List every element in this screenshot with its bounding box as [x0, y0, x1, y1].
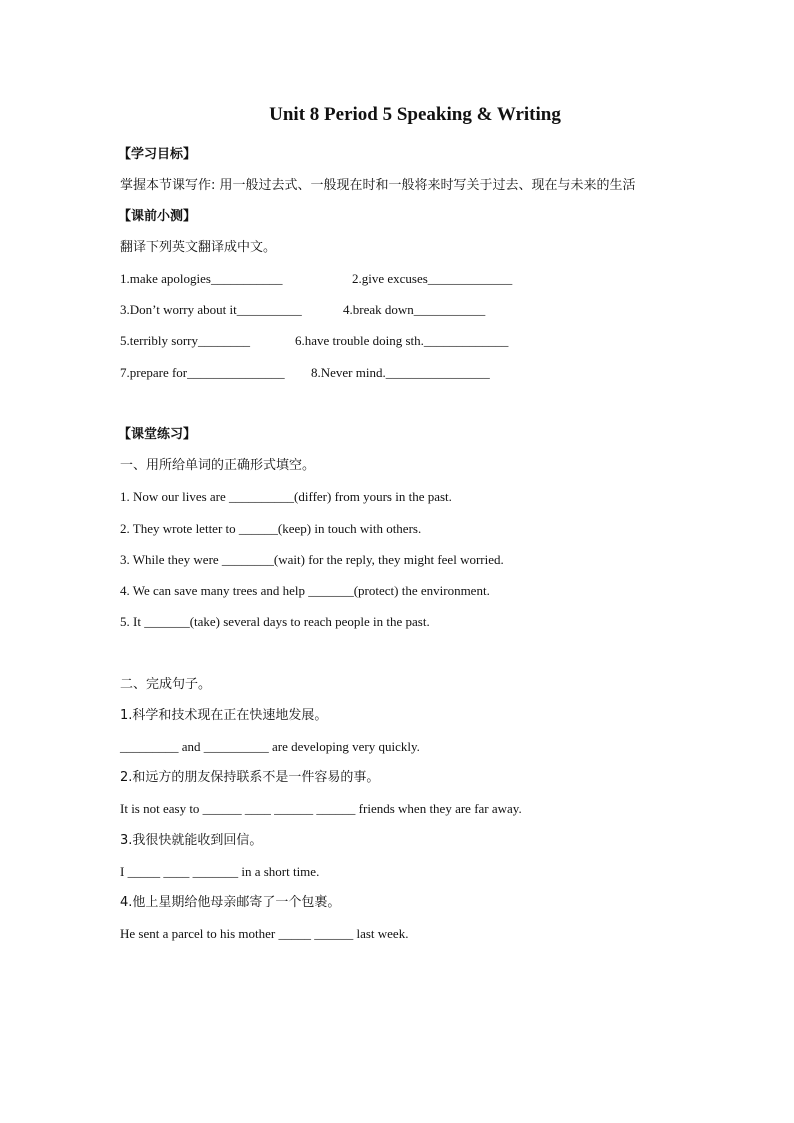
pretest-heading: 【课前小测】 — [118, 209, 197, 224]
part2-item-1-cn: 1.科学和技术现在正在快速地发展。 — [120, 708, 328, 723]
objectives-text: 掌握本节课写作: 用一般过去式、一般现在时和一般将来时写关于过去、现在与未来的生活 — [120, 178, 636, 193]
part2-item-2-en: It is not easy to ______ ____ ______ ______ friends when they are far away. — [120, 801, 522, 816]
part1-item-4: 4. We can save many trees and help _______(protect) the environment. — [120, 583, 490, 598]
part1-title: 一、用所给单词的正确形式填空。 — [120, 458, 316, 473]
page-title: Unit 8 Period 5 Speaking & Writing — [269, 104, 561, 125]
pretest-item-1: 1.make apologies___________ — [120, 271, 283, 286]
pretest-item-5: 5.terribly sorry________ — [120, 333, 250, 348]
pretest-item-6: 6.have trouble doing sth._____________ — [295, 333, 509, 348]
part1-item-3: 3. While they were ________(wait) for the reply, they might feel worried. — [120, 552, 504, 567]
pretest-item-4: 4.break down___________ — [343, 302, 486, 317]
part2-item-3-cn: 3.我很快就能收到回信。 — [120, 833, 263, 848]
pretest-item-2: 2.give excuses_____________ — [352, 271, 513, 286]
part2-item-2-cn: 2.和远方的朋友保持联系不是一件容易的事。 — [120, 770, 380, 785]
practice-heading: 【课堂练习】 — [118, 427, 197, 442]
pretest-item-8: 8.Never mind.________________ — [311, 365, 490, 380]
part1-item-2: 2. They wrote letter to ______(keep) in touch with others. — [120, 521, 422, 536]
part2-item-4-en: He sent a parcel to his mother _____ ______ last week. — [120, 926, 409, 941]
part1-item-1: 1. Now our lives are __________(differ) from yours in the past. — [120, 489, 452, 504]
pretest-instruction: 翻译下列英文翻译成中文。 — [120, 240, 277, 255]
part2-title: 二、完成句子。 — [120, 677, 212, 692]
part2-item-4-cn: 4.他上星期给他母亲邮寄了一个包裹。 — [120, 895, 341, 910]
part2-item-3-en: I _____ ____ _______ in a short time. — [120, 864, 320, 879]
part2-item-1-en: _________ and __________ are developing very quickly. — [120, 739, 420, 754]
objectives-heading: 【学习目标】 — [118, 147, 197, 162]
pretest-item-3: 3.Don’t worry about it__________ — [120, 302, 302, 317]
part1-item-5: 5. It _______(take) several days to reach people in the past. — [120, 614, 430, 629]
pretest-item-7: 7.prepare for_______________ — [120, 365, 285, 380]
